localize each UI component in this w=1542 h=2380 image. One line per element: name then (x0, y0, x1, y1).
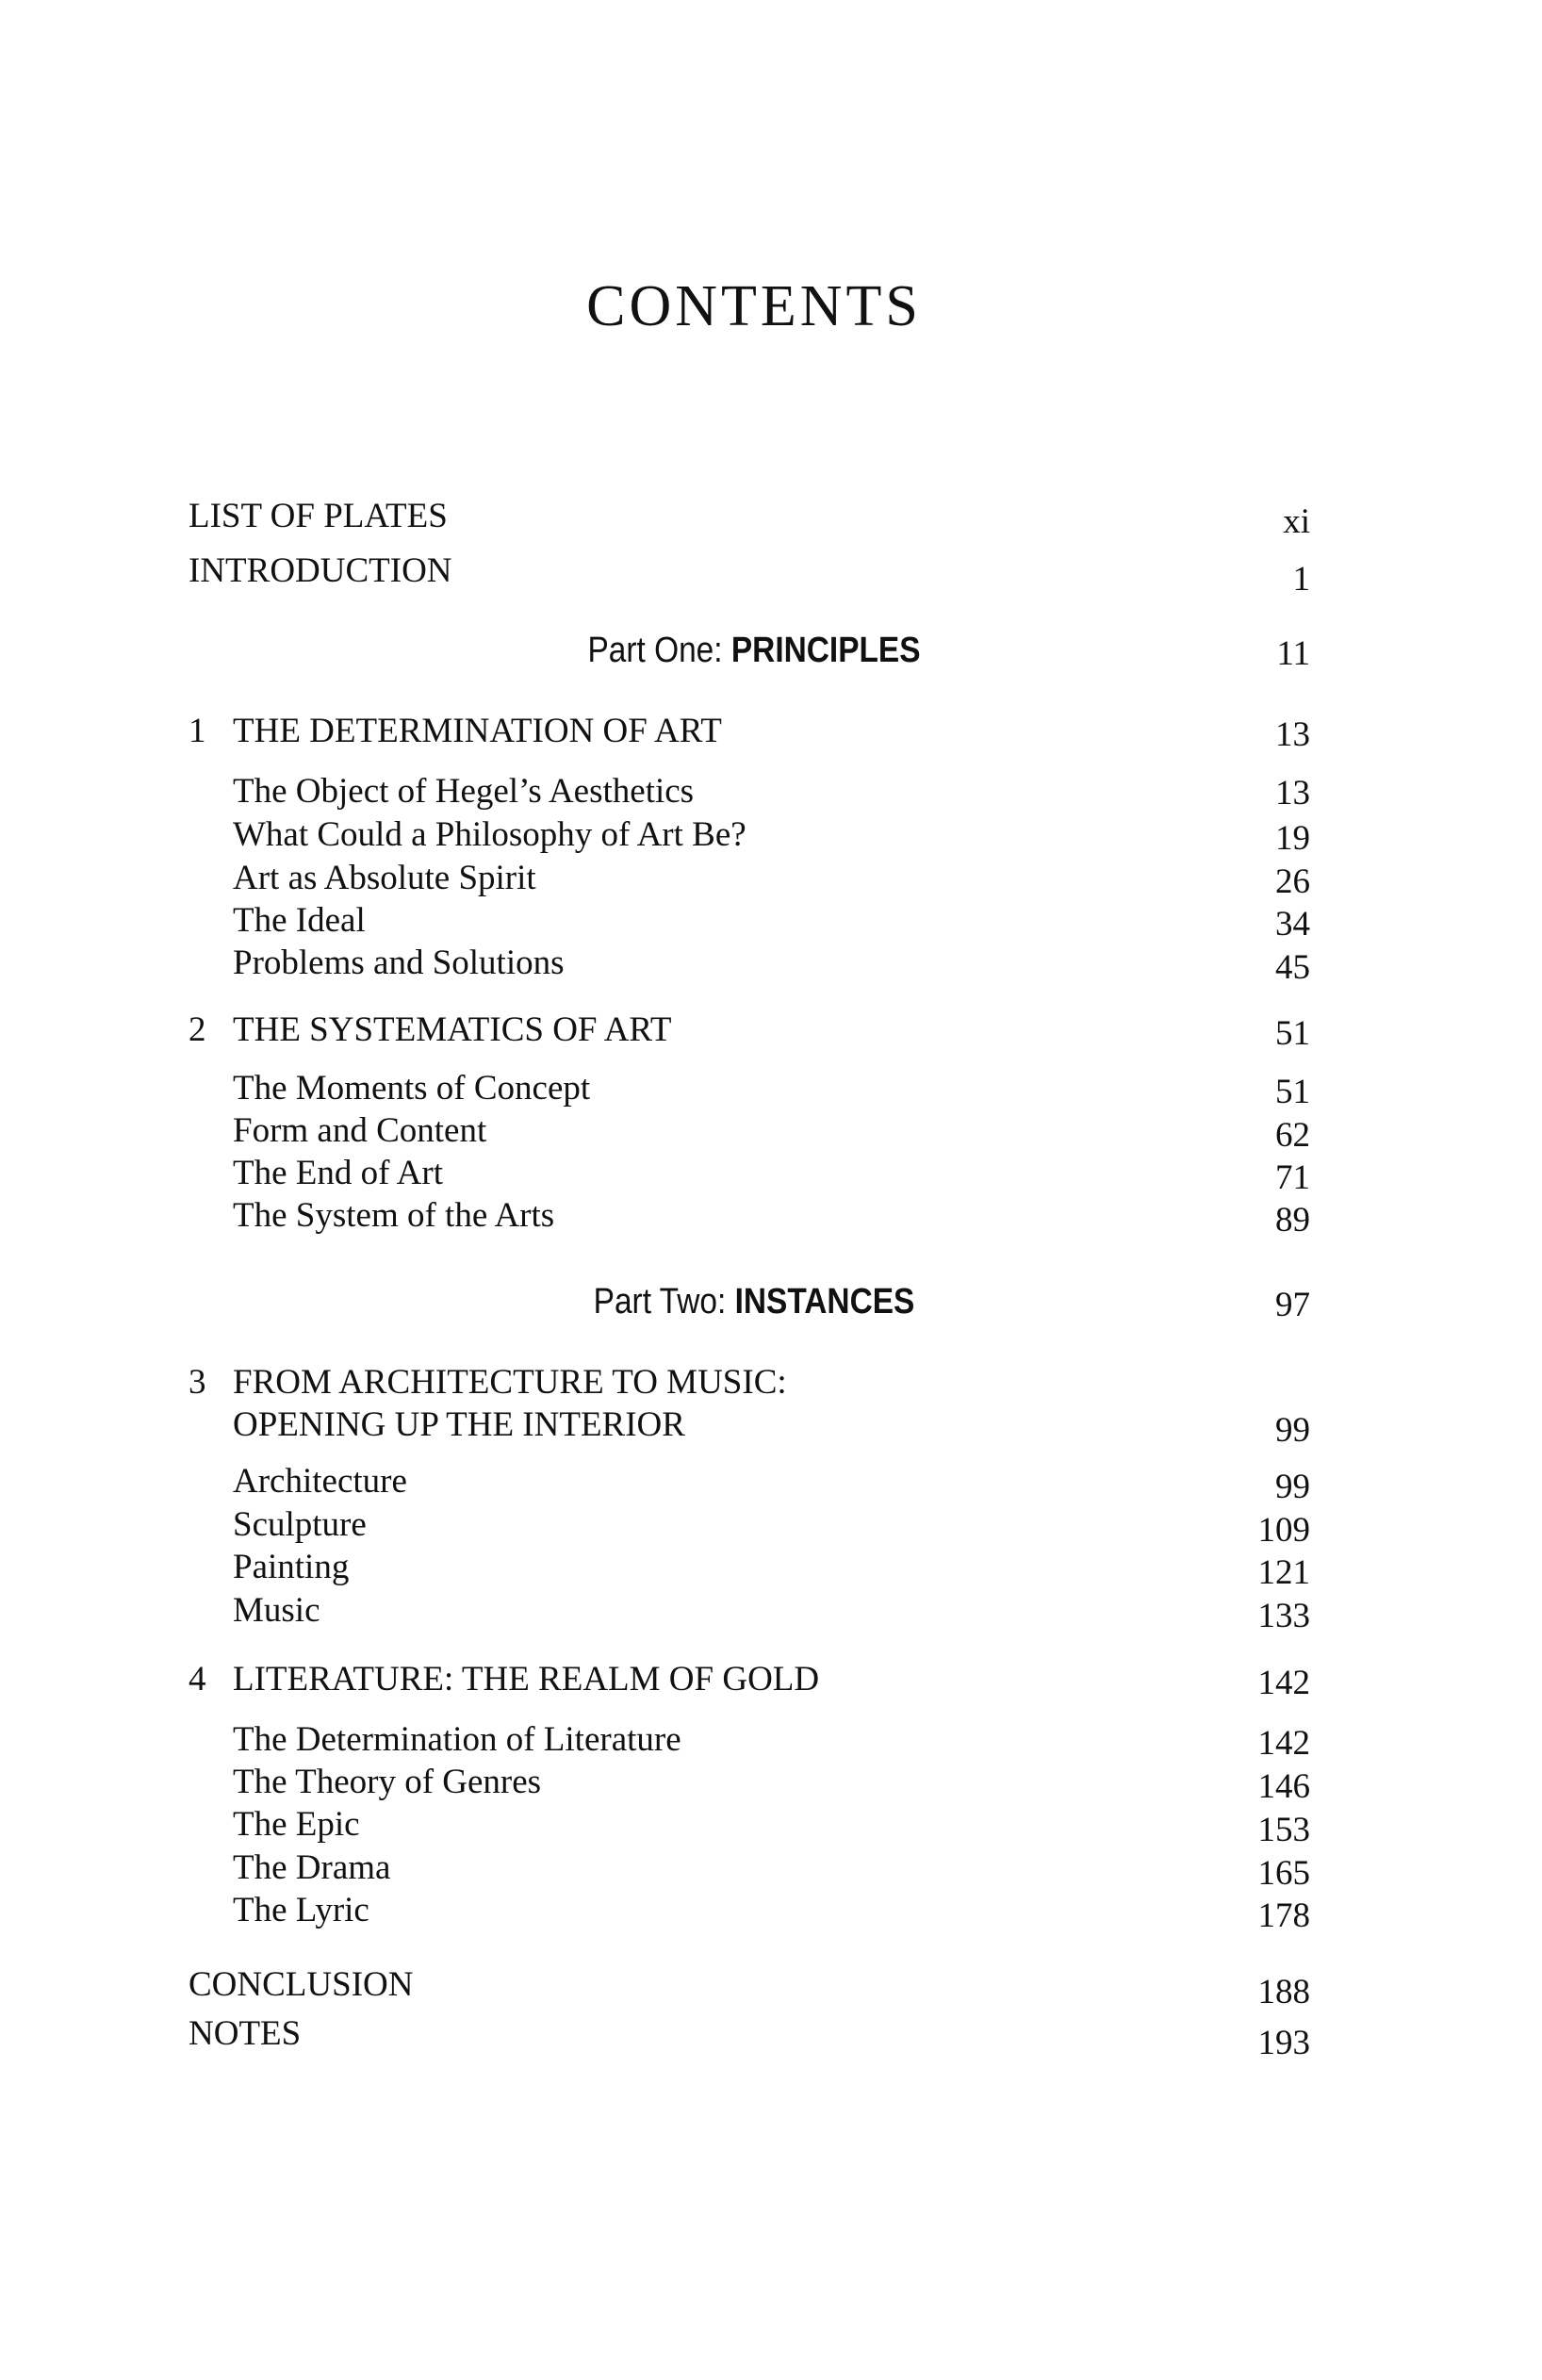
toc-chapter-2[interactable] (0, 1008, 1542, 1053)
part-name: INSTANCES (734, 1282, 915, 1321)
toc-page-number: 13 (1275, 715, 1310, 754)
toc-page-number: 13 (1275, 774, 1310, 812)
part-prefix: Part One: (587, 631, 723, 670)
toc-page-number: 71 (1275, 1158, 1310, 1197)
toc-page-number: 188 (1257, 1973, 1310, 2011)
toc-entry-introduction[interactable] (0, 549, 1542, 599)
toc-chapter-4[interactable] (0, 1657, 1542, 1702)
section-title: Architecture (233, 1462, 407, 1501)
toc-section[interactable] (0, 1151, 1542, 1196)
toc-section[interactable] (0, 1717, 1542, 1763)
toc-entry-list-of-plates[interactable] (0, 494, 1542, 539)
toc-section[interactable] (0, 1760, 1542, 1805)
toc-page-number: 109 (1257, 1511, 1310, 1550)
toc-section[interactable] (0, 941, 1542, 986)
toc-page-number: 142 (1257, 1664, 1310, 1702)
section-title: Music (233, 1591, 320, 1630)
toc-page-number: 121 (1257, 1553, 1310, 1592)
section-title: Form and Content (233, 1111, 487, 1150)
section-title: The Object of Hegel’s Aesthetics (233, 772, 695, 811)
toc-page-number: 193 (1257, 2024, 1310, 2062)
toc-page-number: 19 (1275, 819, 1310, 858)
section-title: The Lyric (233, 1891, 369, 1929)
toc-section[interactable] (0, 1588, 1542, 1633)
toc-page-number: 133 (1257, 1597, 1310, 1635)
toc-entry-label: CONCLUSION (189, 1965, 414, 2004)
toc-chapter-1[interactable] (0, 709, 1542, 754)
toc-part-two[interactable] (0, 1279, 1542, 1324)
section-title: The Ideal (233, 901, 366, 940)
toc-page-number: 26 (1275, 862, 1310, 901)
toc-page-number: 165 (1257, 1854, 1310, 1893)
toc-entry-notes[interactable] (0, 2011, 1542, 2062)
section-title: The System of the Arts (233, 1196, 555, 1235)
chapter-number: 1 (189, 712, 206, 750)
toc-section[interactable] (0, 1459, 1542, 1504)
toc-page-number: xi (1283, 502, 1310, 541)
toc-chapter-3[interactable] (0, 1360, 1542, 1405)
toc-section[interactable] (0, 812, 1542, 858)
toc-section[interactable] (0, 1888, 1542, 1933)
toc-section[interactable] (0, 769, 1542, 814)
chapter-title: LITERATURE: THE REALM OF GOLD (233, 1660, 820, 1699)
chapter-number: 3 (189, 1363, 206, 1402)
toc-entry-label: NOTES (189, 2014, 302, 2053)
section-title: Sculpture (233, 1505, 367, 1544)
toc-page-number: 45 (1275, 948, 1310, 987)
toc-part-one[interactable] (0, 628, 1542, 673)
section-title: Art as Absolute Spirit (233, 859, 536, 897)
toc-page-number: 99 (1275, 1468, 1310, 1506)
toc-page-number: 178 (1257, 1896, 1310, 1935)
toc-page-number: 89 (1275, 1201, 1310, 1239)
chapter-title: THE SYSTEMATICS OF ART (233, 1010, 672, 1049)
section-title: The Determination of Literature (233, 1720, 681, 1759)
toc-chapter-3-continued[interactable] (0, 1403, 1542, 1448)
toc-section[interactable] (0, 1545, 1542, 1590)
chapter-number: 4 (189, 1660, 206, 1699)
toc-page-number: 34 (1275, 905, 1310, 944)
part-prefix: Part Two: (593, 1282, 727, 1321)
section-title: The End of Art (233, 1154, 443, 1192)
toc-page-number: 1 (1292, 560, 1310, 599)
section-title: What Could a Philosophy of Art Be? (233, 815, 746, 854)
toc-section[interactable] (0, 1066, 1542, 1111)
toc-page-number: 51 (1275, 1073, 1310, 1111)
section-title: Painting (233, 1548, 350, 1586)
section-title: The Drama (233, 1848, 391, 1887)
chapter-title-line-2: OPENING UP THE INTERIOR (233, 1405, 685, 1444)
toc-page-number: 99 (1275, 1411, 1310, 1450)
section-title: Problems and Solutions (233, 944, 565, 982)
toc-entry-conclusion[interactable] (0, 1962, 1542, 2011)
toc-page-number: 97 (1275, 1286, 1310, 1324)
toc-entry-label: LIST OF PLATES (189, 497, 448, 535)
chapter-title-line-1: FROM ARCHITECTURE TO MUSIC: (233, 1363, 787, 1402)
part-name: PRINCIPLES (730, 631, 921, 670)
toc-section[interactable] (0, 856, 1542, 901)
toc-section[interactable] (0, 1502, 1542, 1548)
section-title: The Theory of Genres (233, 1763, 542, 1801)
toc-page-number: 142 (1257, 1724, 1310, 1763)
page-title: CONTENTS (586, 274, 922, 338)
toc-page-number: 153 (1257, 1811, 1310, 1849)
toc-section[interactable] (0, 1846, 1542, 1891)
section-title: The Epic (233, 1805, 360, 1844)
toc-section[interactable] (0, 1802, 1542, 1847)
toc-page-number: 146 (1257, 1767, 1310, 1806)
toc-entry-label: INTRODUCTION (189, 551, 452, 590)
chapter-title: THE DETERMINATION OF ART (233, 712, 722, 750)
toc-section[interactable] (0, 898, 1542, 944)
chapter-number: 2 (189, 1010, 206, 1049)
part-heading (256, 628, 1252, 673)
part-heading (256, 1279, 1252, 1324)
toc-page-number: 62 (1275, 1116, 1310, 1155)
toc-page-number: 51 (1275, 1014, 1310, 1053)
section-title: The Moments of Concept (233, 1069, 591, 1108)
toc-page-number: 11 (1276, 634, 1310, 673)
toc-section[interactable] (0, 1108, 1542, 1154)
toc-section[interactable] (0, 1193, 1542, 1239)
